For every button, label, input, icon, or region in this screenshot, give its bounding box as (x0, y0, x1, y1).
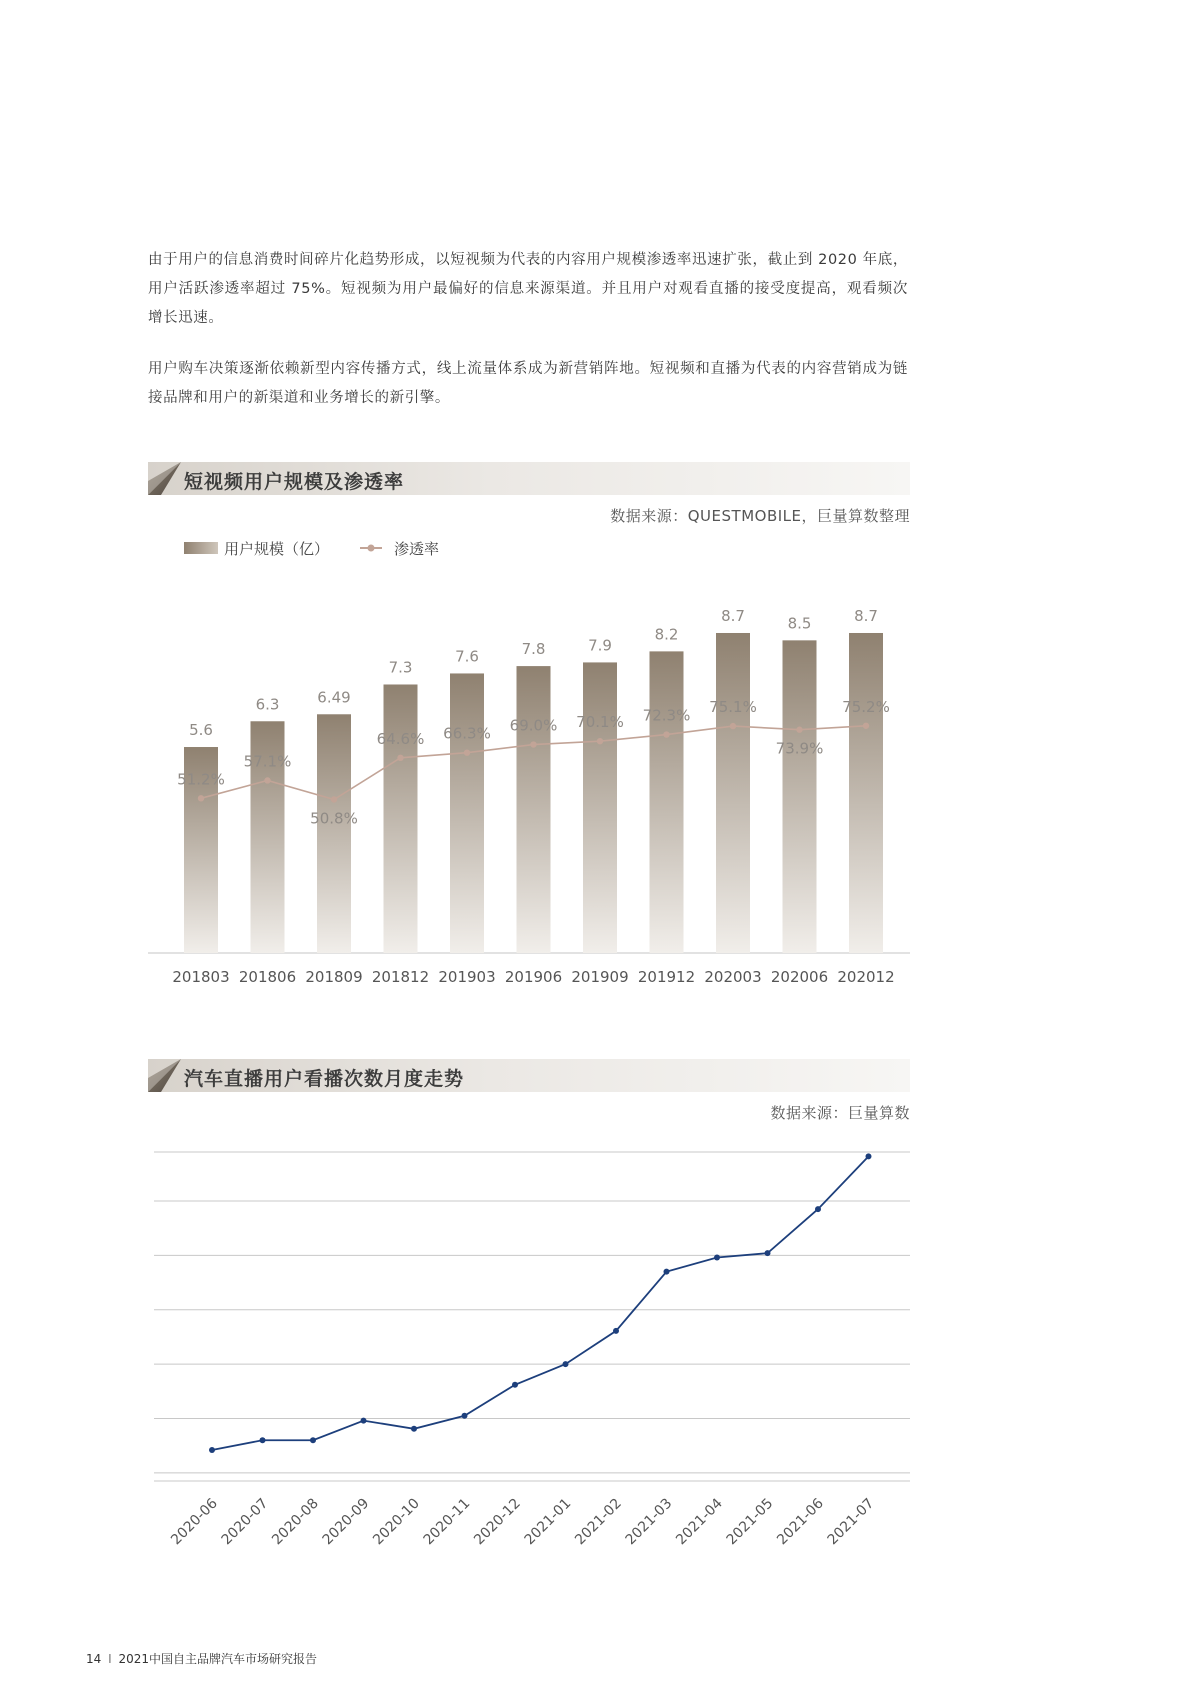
live-point-2020-09 (361, 1418, 367, 1424)
x-tick-201809: 201809 (305, 968, 363, 986)
bar-202003 (716, 633, 750, 953)
x-tick-2021-05: 2021-05 (723, 1495, 777, 1549)
legend-bar-label: 用户规模（亿） (224, 540, 330, 558)
rate-label-201906: 69.0% (509, 716, 558, 735)
rate-label-201912: 72.3% (642, 706, 691, 725)
bar-label-201906: 7.8 (521, 640, 546, 659)
footer-report-title: 2021中国自主品牌汽车市场研究报告 (118, 1652, 318, 1666)
live-point-2021-01 (563, 1361, 569, 1367)
rate-point-201812 (397, 755, 403, 761)
live-point-2020-12 (512, 1382, 518, 1388)
bar-201909 (583, 662, 617, 953)
rate-label-202012: 75.2% (842, 697, 890, 716)
rate-point-201903 (464, 749, 470, 755)
legend-line-marker (368, 545, 375, 552)
rate-label-201803: 51.2% (177, 770, 225, 789)
x-tick-2021-04: 2021-04 (673, 1495, 726, 1549)
x-tick-2020-11: 2020-11 (420, 1495, 474, 1549)
x-tick-2021-01: 2021-01 (521, 1495, 575, 1549)
live-point-2021-05 (765, 1250, 771, 1256)
chart1-source: 数据来源：QUESTMOBILE，巨量算数整理 (610, 507, 910, 525)
x-tick-2021-07: 2021-07 (824, 1495, 878, 1549)
bar-201809 (317, 714, 351, 953)
rate-point-201909 (597, 738, 603, 744)
x-tick-201803: 201803 (172, 968, 230, 986)
bar-label-201912: 8.2 (654, 625, 679, 644)
x-tick-201909: 201909 (571, 968, 629, 986)
chart1-svg (148, 530, 918, 1000)
x-tick-2021-02: 2021-02 (572, 1495, 625, 1549)
x-tick-202006: 202006 (770, 968, 829, 986)
chart2-svg (148, 1130, 918, 1570)
live-point-2021-06 (815, 1206, 821, 1212)
bar-201906 (517, 666, 551, 953)
rate-label-201903: 66.3% (443, 724, 491, 743)
rate-point-201803 (198, 795, 204, 801)
intro-paragraph-1: 由于用户的信息消费时间碎片化趋势形成，以短视频为代表的内容用户规模渗透率迅速扩张，截止到 2020 年底，用户活跃渗透率超过 75%。短视频为用户最偏好的信息来源渠道。并且用户对观看直播的接受度提高，观看频次增长迅速。 (148, 252, 908, 326)
x-tick-201903: 201903 (438, 968, 496, 986)
rate-label-201909: 70.1% (576, 713, 624, 732)
rate-label-201806: 57.1% (243, 752, 292, 771)
chart2-source: 数据来源：巨量算数 (770, 1104, 910, 1122)
bar-label-201806: 6.3 (255, 695, 280, 714)
bar-label-201803: 5.6 (189, 721, 213, 740)
x-tick-201912: 201912 (637, 968, 696, 986)
bar-201912 (650, 651, 684, 953)
rate-point-202003 (730, 723, 736, 729)
x-tick-2020-07: 2020-07 (218, 1495, 272, 1549)
legend-bar-swatch (184, 542, 218, 554)
live-point-2020-08 (310, 1437, 316, 1443)
x-tick-2020-10: 2020-10 (370, 1495, 423, 1549)
x-tick-201906: 201906 (504, 968, 563, 986)
live-point-2021-03 (664, 1269, 670, 1275)
bar-201903 (450, 673, 484, 953)
chart1-title: 短视频用户规模及渗透率 (184, 471, 405, 493)
live-views-line (212, 1156, 869, 1450)
bar-label-202012: 8.7 (854, 606, 878, 625)
x-tick-202012: 202012 (837, 968, 895, 986)
rate-point-201912 (663, 731, 669, 737)
chart2-header-triangle-icon (148, 1059, 181, 1092)
x-tick-2020-06: 2020-06 (168, 1495, 221, 1549)
rate-label-202006: 73.9% (775, 739, 824, 758)
rate-label-202003: 75.1% (709, 698, 757, 717)
live-point-2020-06 (209, 1447, 215, 1453)
rate-label-201809: 50.8% (310, 809, 358, 828)
bar-label-201812: 7.3 (388, 658, 413, 677)
chart1-header (148, 462, 910, 495)
footer-separator: I (108, 1652, 112, 1666)
live-point-2020-11 (462, 1413, 468, 1419)
footer (86, 1650, 317, 1667)
rate-point-201906 (530, 741, 536, 747)
chart1-header-triangle-icon (148, 462, 181, 495)
live-point-2021-02 (613, 1328, 619, 1334)
live-point-2020-07 (260, 1437, 266, 1443)
footer-page-number: 14 (86, 1652, 102, 1666)
rate-point-202006 (796, 727, 802, 733)
chart1-legend (184, 540, 439, 558)
x-tick-202003: 202003 (704, 968, 762, 986)
bar-label-202006: 8.5 (787, 614, 812, 633)
rate-label-201812: 64.6% (376, 729, 425, 748)
x-tick-2021-03: 2021-03 (622, 1495, 676, 1549)
x-tick-2020-08: 2020-08 (269, 1495, 322, 1549)
bar-201812 (384, 684, 418, 953)
bar-202006 (783, 640, 817, 953)
x-tick-2020-12: 2020-12 (471, 1495, 524, 1549)
intro-paragraph-2: 用户购车决策逐渐依赖新型内容传播方式，线上流量体系成为新营销阵地。短视频和直播为代表的内容营销成为链接品牌和用户的新渠道和业务增长的新引擎。 (148, 361, 908, 406)
x-tick-2021-06: 2021-06 (774, 1495, 827, 1549)
live-point-2021-04 (714, 1254, 720, 1260)
x-tick-201806: 201806 (238, 968, 297, 986)
chart2-title: 汽车直播用户看播次数月度走势 (184, 1068, 465, 1090)
bar-label-201903: 7.6 (455, 647, 479, 666)
chart2-header (148, 1059, 910, 1092)
live-point-2021-07 (866, 1153, 872, 1159)
live-point-2020-10 (411, 1426, 417, 1432)
x-tick-2020-09: 2020-09 (319, 1495, 373, 1549)
rate-point-201809 (331, 796, 337, 802)
rate-point-201806 (264, 777, 270, 783)
bar-label-202003: 8.7 (721, 606, 745, 625)
x-tick-201812: 201812 (371, 968, 430, 986)
bar-202012 (849, 633, 883, 953)
bar-label-201809: 6.49 (317, 688, 351, 707)
legend-line-label: 渗透率 (394, 540, 440, 558)
rate-point-202012 (863, 723, 869, 729)
bar-label-201909: 7.9 (588, 636, 612, 655)
